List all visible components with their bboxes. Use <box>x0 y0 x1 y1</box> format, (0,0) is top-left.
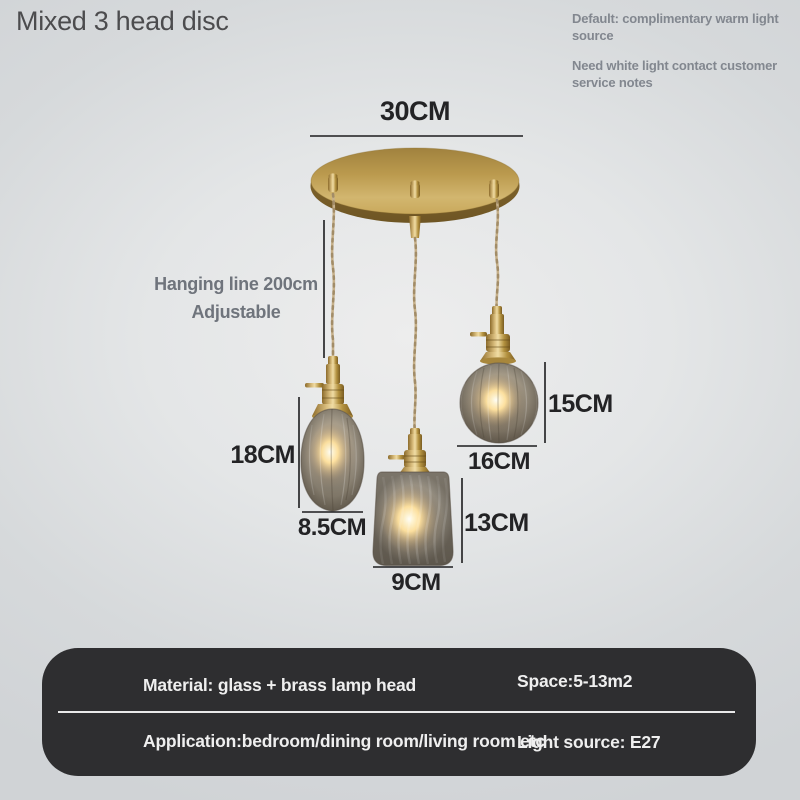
page-title: Mixed 3 head disc <box>16 6 229 36</box>
ceiling-disc <box>311 148 520 238</box>
spec-light-source: Light source: E27 <box>517 732 661 752</box>
hanging-line-length: Hanging line 200cm <box>154 274 318 294</box>
disc-width-label: 30CM <box>379 96 451 126</box>
square-height-label: 13CM <box>464 509 529 537</box>
spec-material: Material: glass + brass lamp head <box>143 675 417 695</box>
hanging-line-label <box>150 270 322 326</box>
pendant-square <box>373 428 453 566</box>
glass-shade-ball <box>460 363 538 443</box>
brass-socket-right <box>470 306 516 365</box>
oval-height-label: 18CM <box>230 441 295 469</box>
glass-shade-square <box>373 472 453 566</box>
glass-shade-oval <box>301 409 364 511</box>
ball-width-label: 16CM <box>467 448 531 475</box>
cord-left <box>332 194 334 360</box>
spec-space: Space:5-13m2 <box>517 671 633 691</box>
hanging-line-adjustable: Adjustable <box>191 302 281 322</box>
note-default-warm-light: Default: complimentary warm light source <box>572 11 779 43</box>
spec-divider <box>58 711 735 713</box>
spec-application: Application:bedroom/dining room/living room etc <box>143 731 545 751</box>
oval-width-label: 8.5CM <box>297 514 367 541</box>
note-white-light-contact: Need white light contact customer service notes <box>572 58 778 90</box>
square-width-label: 9CM <box>391 569 441 596</box>
ball-height-label: 15CM <box>548 390 613 418</box>
cord-center <box>414 238 416 432</box>
spec-panel <box>42 648 756 776</box>
pendant-ball <box>460 306 538 443</box>
cord-right <box>496 200 498 312</box>
pendant-oval <box>301 356 364 511</box>
brass-socket-center <box>388 428 431 474</box>
